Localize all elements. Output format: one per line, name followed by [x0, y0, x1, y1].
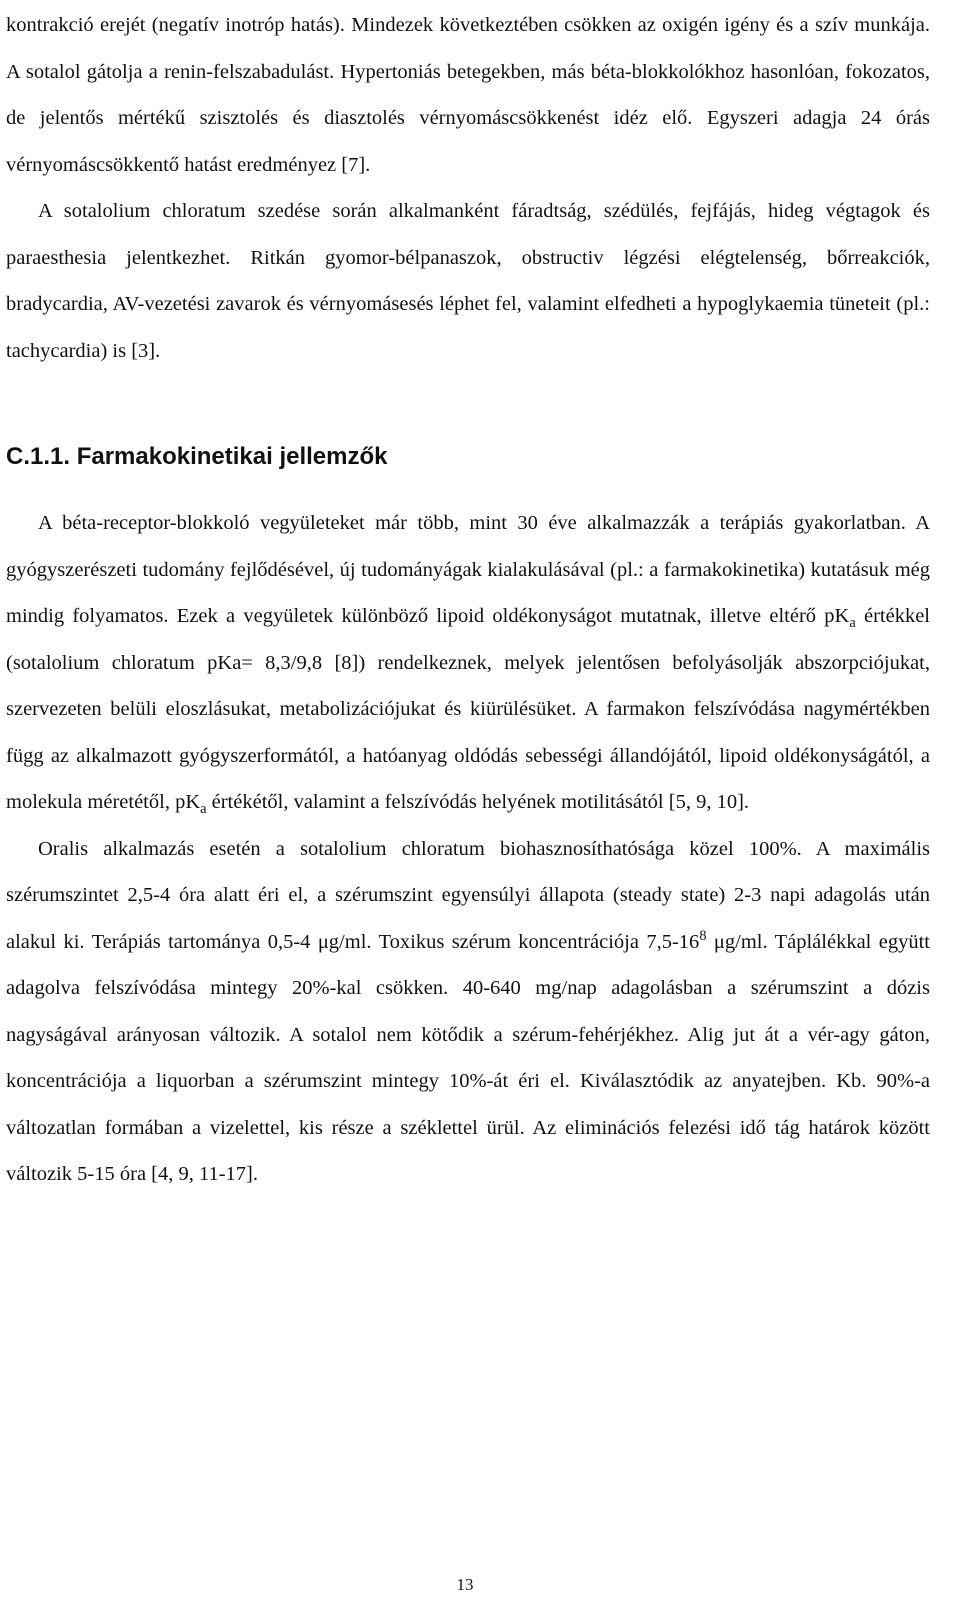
text-run: értékétől, valamint a felszívódás helyének motilitásától [5, 9, 10]. [206, 791, 750, 813]
paragraph-side-effects: A sotalolium chloratum szedése során alkalmanként fáradtság, szédülés, fejfájás, hideg végtagok és paraesthesia jelentkezhet. Ritkán gyomor-bélpanaszok, obstructiv légzési elégtelenség, bőrreakciók, bradycardia, AV-vezetési zavarok és vérnyomásesés léphet fel, valamint elfedheti a hypoglykaemia tüneteit (pl.: tachycardia) is [3]. [6, 200, 930, 362]
text-run: A béta-receptor-blokkoló vegyületeket már több, mint 30 éve alkalmazzák a terápiás gyakorlatban. A gyógyszerészeti tudomány fejlődésével, új tudományágak kialakulásával (pl.: a farmakokinetika) kutatásuk még mindig folyamatos. Ezek a vegyületek különböző lipoid oldékonyságot mutatnak, illetve eltérő pK [6, 512, 930, 627]
paragraph-pharmacokinetics-intro [6, 500, 930, 826]
spacer [6, 480, 930, 500]
text-run: μg/ml. Táplálékkal együtt adagolva felszívódása mintegy 20%-kal csökken. 40-640 mg/nap adagolásban a szérumszint a dózis nagyságával arányosan változik. A sotalol nem kötődik a szérum-fehérjékhez. Alig jut át a vér-agy gáton, koncentrációja a liquorban a szérumszint mintegy 10%-át éri el. Kiválasztódik az anyatejben. Kb. 90%-a változatlan formában a vizelettel, kis része a széklettel ürül. Az eliminációs felezési idő tág határok között változik 5-15 óra [4, 9, 11-17]. [6, 930, 930, 1185]
section-heading-pharmacokinetics: C.1.1. Farmakokinetikai jellemzők [6, 443, 388, 470]
paragraph-pharmacodynamics-continued: kontrakció erejét (negatív inotróp hatás). Mindezek következtében csökken az oxigén igény és a szív munkája. A sotalol gátolja a renin-felszabadulást. Hypertoniás betegekben, más béta-blokkolókhoz hasonlóan, fokozatos, de jelentős mértékű szisztolés és diasztolés vérnyomáscsökkenést idéz elő. Egyszeri adagja 24 órás vérnyomáscsökkentő hatást eredményez [7]. [6, 14, 930, 176]
paragraph-oral-administration [6, 826, 930, 1198]
text-run: Oralis alkalmazás esetén a sotalolium chloratum biohasznosíthatósága közel 100%. A maximális szérumszintet 2,5-4 óra alatt éri el, a szérumszint egyensúlyi állapota (steady state) 2-3 napi adagolás után alakul ki. Terápiás tartománya 0,5-4 μg/ml. Toxikus szérum koncentrációja 7,5-16 [6, 837, 930, 953]
subscript-a: a [200, 801, 207, 818]
text-run: értékkel (sotalolium chloratum pKa= 8,3/9,8 [8]) rendelkeznek, melyek jelentősen befolyásolják abszorpciójukat, szervezeten belüli eloszlásukat, metabolizációjukat és kiürülésüket. A farmakon felszívódása nagymértékben függ az alkalmazott gyógyszerformától, a hatóanyag oldódás sebességi állandójától, lipoid oldékonyságától, a molekula méretétől, pK [6, 605, 930, 813]
document-body [6, 2, 930, 1198]
spacer [6, 374, 930, 434]
subscript-a: a [849, 615, 856, 632]
superscript-exponent: 8 [699, 927, 707, 944]
page-number: 13 [456, 1575, 474, 1594]
